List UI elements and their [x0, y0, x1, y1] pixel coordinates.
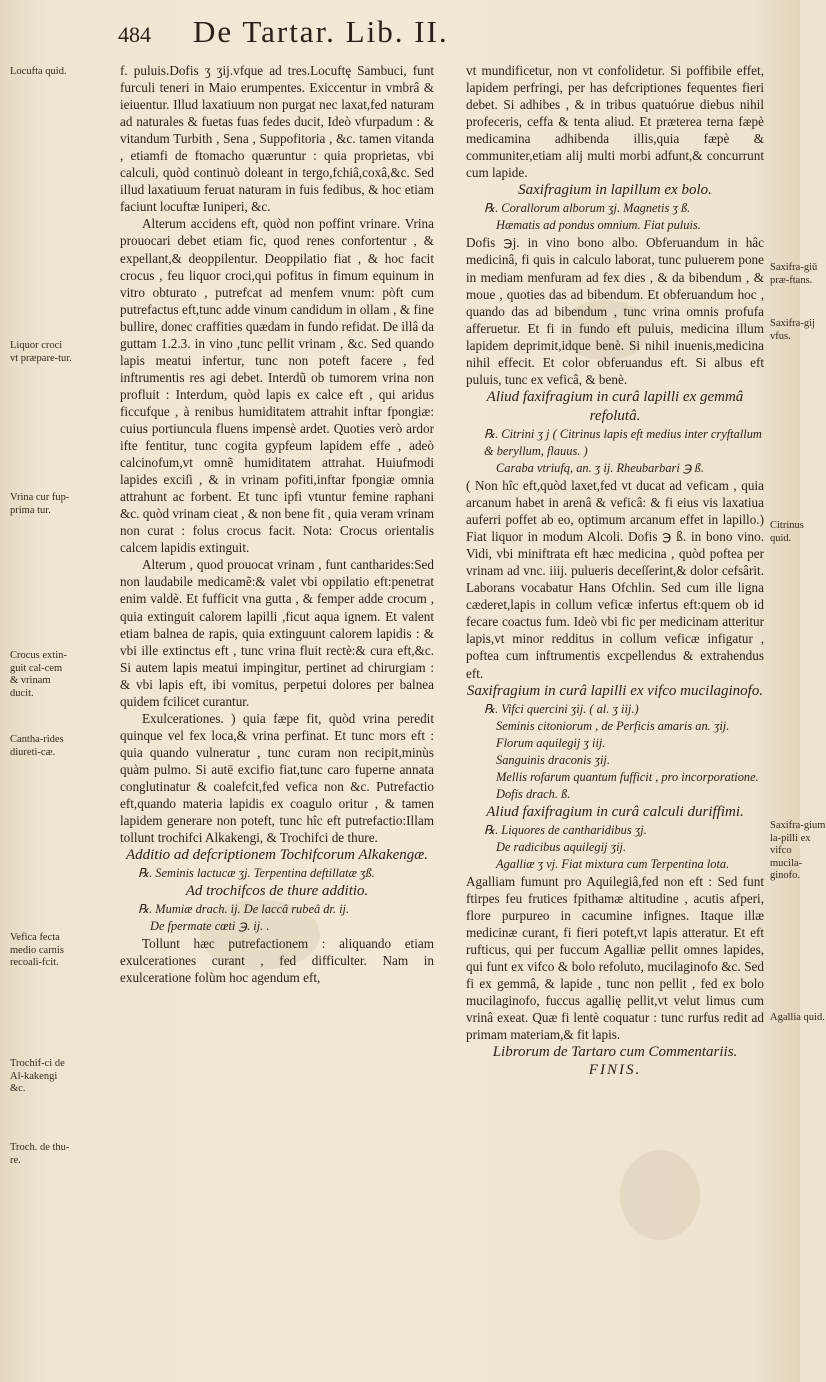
paragraph: Exulcerationes. ) quia fæpe fit, quòd vrina peredit quinque vel fex loca,& vrina perfinat. Et tunc mors eft : quia quando vulneratur , tunc curam non recipit,minùs quàm pulmo. Si autē excifio fiat,tunc caro fuperne annata conglutinatur & coalefcit,fed vefica non &c. Putrefactio eft,quando materia lapidis ex coagulo oritur , & tamen lapidem generare non poteft, tunc hîc eft putrefactio:Illam tollunt trochifci Alkakengi, & Trochifci de thure.: [120, 710, 434, 846]
section-heading: Saxifragium in curâ lapilli ex vifco mucilaginofo.: [466, 682, 764, 699]
paragraph: ( Non hîc eft,quòd laxet,fed vt ducat ad veficam , quia arcanum habet in arenâ & veficâ: & fi eius vis laxatiua auferri poffet ab eo, optimum arcanum effet in lapillo.) Fiat liquor in modum Alcoli. Dofis ℈ ß. in bono vino. Vidi, vbi miniftrata eft hæc medicina , quòd poftea per vrinam ad vnc. iiij. pulueris deceſſerint,& dolor cefsârit. Laborans vocabatur Hans Ofchlin. Sed cum ille ligna cæderet,lapis in collum veficæ infertus eft:quem ob id fecare coactus fum. Ideò vbi fic per medicinam atteritur lapis,vt minor redditus in collum veficæ infigatur , poftea cum inftrumentis excpellendus & extrahendus eft.: [466, 477, 764, 681]
margin-note-right: Citrinus quid.: [770, 520, 804, 544]
margin-note-left: Trochif-ci de Al-kakengi &c.: [10, 1058, 65, 1095]
recipe-line: Florum aquilegij ʒ iij.: [496, 735, 606, 750]
section-heading: Ad trochifcos de thure additio.: [185, 883, 369, 900]
margin-note-left: Liquor croci vt præpare-tur.: [10, 340, 72, 364]
paragraph: vt mundificetur, non vt confolidetur. Si poffibile effet, lapidem perfringi, per has defcriptiones fequentes fieri debet. Si adhibes , & in tribus quatuórue diebus nihil profeceris, ceffa & tenta aliud. Et præterea terna fæpè medicamina adhibenda illis,quia fæpè & communiter,etiam alij multi morbi adfunt,& concurrunt cum lapide.: [466, 63, 764, 181]
paragraph: Alterum accidens eft, quòd non poffint vrinare. Vrina prouocari debet etiam fic, quod renes confortentur , & expellant,& deoppilentur. Deoppilatio fiat , & hoc facit crocus , feu liquor croci,qui pofitus in fimum equinum in vitro obturato , putrefcat ad menfem vnum: pòft cum putrefactus eft,tunc adde vinum candidum in ollam , & fine bullire, donec craffities quædam in fundo refidat. De illâ da guttam 1.2.3. in vino ,tunc pellit vrinam , &c. Sed quando lapis meatui infertur, tunc non poteft facere , fed inftrumentis res agi debet. Interdũ ob tumorem vrina non profluit : Interdum, quòd lapis ex calce eft , qui aridus ficcufque , à renibus humiditatem attrahit inftar fpongiæ: cuius portiuncula fluens impensè ardet. Quoties verò ardor ifte fentitur, tunc cogita gypfeum lapidem effe , adeò calcinofum,vt omnẽ humiditatem attrahat. Huiufmodi lapides exciſi , & in vrinam pofiti,inftar fpongiæ omnia attrahunt ac forbent. Et tunc ipfi vtuntur femine raphani &c. quòd vrinam cieat , & non bene fit , quia veram vrinam non curat : folus crocus facit. Nota: Crocus orientalis calcem lapidis extinguit.: [120, 216, 434, 556]
recipe-line: Agalliæ ʒ vj. Fiat mixtura cum Terpentina lota.: [496, 856, 730, 871]
running-title: De Tartar. Lib. II.: [193, 14, 449, 49]
margin-note-left: Vefica fecta medio carnis recoali-fcit.: [10, 932, 64, 969]
margin-note-left: Vrina cur fup-prima tur.: [10, 492, 70, 516]
recipe-line: Seminis citoniorum , de Perficis amaris an. ʒij.: [496, 718, 730, 733]
paragraph: Dofis ℈j. in vino bono albo. Obferuandum in hâc medicinâ, fi quis in calculo laborat, tunc puluerem pone in mediam menfuram ad fex dies , & da bibendum , & moue , quoties das ad bibendum. Et obferuandum hoc , quando das ad bibendum , tunc vrina omnis profufa afferuetur. Et fi in fundo eft puluis, medicina illum lapidem deprimit,idque benè. Si nihil inuenis,medicina nihil effecit. Et color obferuandus eft. Si albus eft puluis, tunc ex veficâ, & benè.: [466, 235, 764, 387]
margin-note-right: Saxifra-giū præ-ftans.: [770, 262, 818, 286]
margin-note-right: Agallia quid.: [770, 1012, 825, 1023]
right-column: [466, 62, 764, 1352]
running-header: [118, 14, 738, 54]
section-heading: Saxifragium in lapillum ex bolo.: [518, 182, 712, 199]
margin-note-left: Locufta quid.: [10, 66, 67, 77]
finis: FINIS.: [588, 1062, 642, 1079]
paragraph: Alterum , quod prouocat vrinam , funt cantharides:Sed non laudabile medicamẽ:& valet vbi oppilatio eft:penetrat enim valdè. Et fufficit vna gutta , & femper adde crocum , quia extinguit calorem lapilli ,ficut aqua ignem. Et valent etiam balnea de rapis, quia extinguunt calorem lapidis : & vbi ille extinctus eft , tunc vrina fluit rectè:& cura eft,&c. Si autem lapis meatui impingitur, pertinet ad chirurgiam : & vbi lapis eft, ibi vomitus, perpetui dolores per balnea quidem fcilicet curantur.: [120, 557, 434, 709]
section-heading: Aliud faxifragium in curâ calculi duriffimi.: [486, 803, 744, 820]
section-heading: Additio ad defcriptionem Tochifcorum Alkakengæ.: [125, 847, 429, 864]
left-column: [120, 62, 434, 1282]
margin-note-left: Cantha-rides diureti-cæ.: [10, 734, 64, 758]
margin-note-right: Saxifra-gij vfus.: [770, 318, 815, 342]
recipe-line: ℞. Mumiæ drach. ij. De laccâ rubeâ dr. ij.: [138, 902, 350, 917]
recipe-line: Mellis rofarum quantum fufficit , pro incorporatione. Dofis drach. ß.: [496, 769, 759, 801]
recipe-line: Sanguinis draconis ʒij.: [496, 752, 610, 767]
recipe-line: De radicibus aquilegij ʒij.: [496, 839, 627, 854]
recipe-line: ℞. Seminis lactucæ ʒj. Terpentina deftillatæ ʒß.: [138, 866, 375, 881]
recipe-line: ℞. Vifci quercini ʒij. ( al. ʒ iij.): [484, 701, 639, 716]
recipe-line: ℞. Liquores de cantharidibus ʒj.: [484, 822, 647, 837]
margin-note-left: Crocus extin-guit cal-cem & vrinam ducit.: [10, 650, 67, 699]
paragraph: f. puluis.Dofis ʒ ʒij.vfque ad tres.Locuftę Sambuci, funt furculi teneri in Maio erumpentes. Exiccentur in vmbrâ & ieiuentur. Illud laxatiuum non purgat nec laxat,fed naturam ad naturales & fuetas fuas fedes ducit, Ideò vfurpadum : & vitandum Turbith , Sena , Suppofitoria , &c. tamen vitanda , etiamfi de ftomacho quæruntur : quia proprietas, vbi calculi, quòd continuò doleant in tergo,fchiâ,coxâ,&c. Sed illud laxatiuum feruat naturam in fuis fedibus, & hoc etiam faciunt locuftæ Iuniperi, &c.: [120, 63, 434, 215]
paragraph: Tollunt hæc putrefactionem : aliquando etiam exulcerationes curant , fed difficulter. Nam in exulceratione folùm hoc agendum eft,: [120, 936, 434, 986]
recipe-line: Hæmatis ad pondus omnium. Fiat puluis.: [496, 218, 701, 233]
recipe-line: Caraba vtriufq, an. ʒ ij. Rheubarbari ℈ ß.: [496, 460, 704, 475]
section-heading: Aliud faxifragium in curâ lapilli ex gemmâ refolutâ.: [486, 388, 744, 424]
recipe-line: De fpermate cœti ℈. ij. .: [150, 919, 270, 934]
paragraph: Agalliam fumunt pro Aquilegiâ,fed non eft : Sed funt ftirpes feu frutices fpithamæ altitudine , acutis afperi, flore purpureo in cacumine infignes. Itaque illæ medicinæ curant, fi fieri poteft,vt lapis atteratur. Et eft rufticus, qui per fuccum Agalliæ pellit omnes lapides, qui funt ex vifco & bolo refoluto, mucilaginofo &c. Sed fi ex gemmâ, & lapide , tunc non pellit , fed ex bolo mucilaginofo, fuccus agallię pellit,vt velut limus cum vrinâ exeat. Quæ fi lentè coquatur : tunc rurfus redit ad primam materiam,& fit lapis.: [466, 873, 764, 1043]
closing-line: Librorum de Tartaro cum Commentariis.: [492, 1044, 738, 1061]
recipe-line: ℞. Corallorum alborum ʒj. Magnetis ʒ ß.: [484, 201, 691, 216]
margin-note-right: Saxifra-gium la-pilli ex vifco mucila-ginofo.: [770, 820, 826, 882]
margin-note-left: Troch. de thu-re.: [10, 1142, 70, 1166]
page-number: 484: [118, 22, 151, 47]
recipe-line: ℞. Citrini ʒ j ( Citrinus lapis eft medius inter cryftallum & beryllum, flauus. ): [484, 426, 762, 458]
